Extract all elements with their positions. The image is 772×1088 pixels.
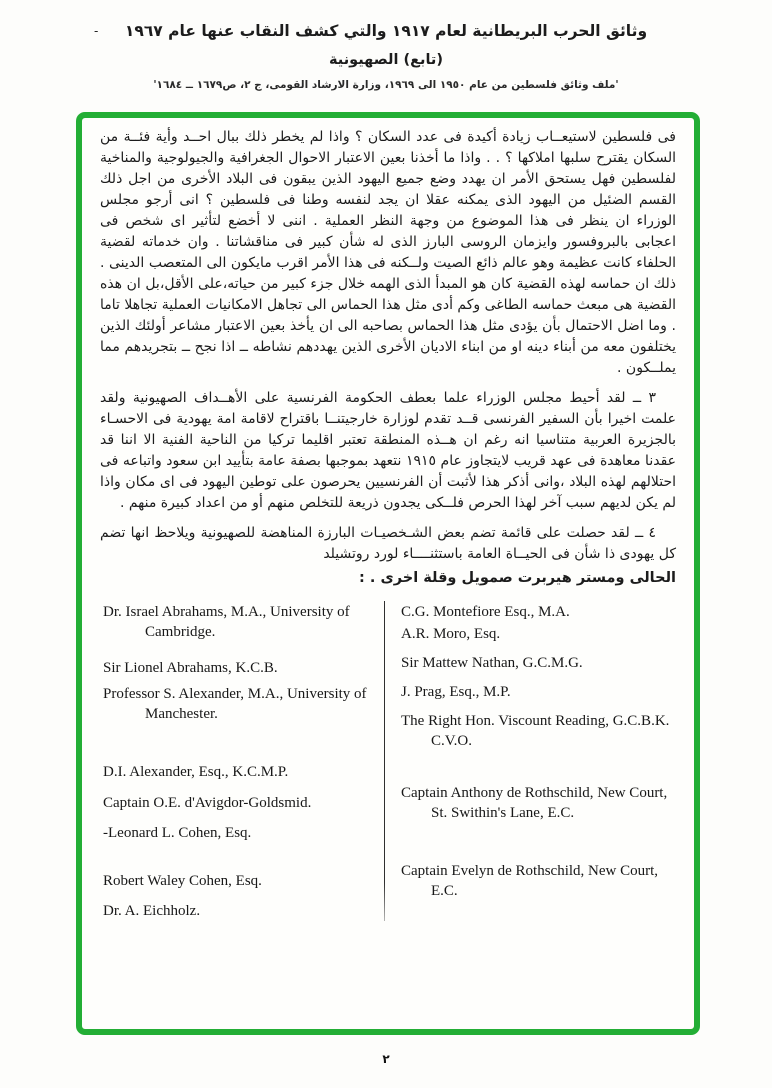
name-entry: Sir Lionel Abrahams, K.C.B.	[103, 660, 278, 676]
name-entry: Dr. A. Eichholz.	[103, 903, 201, 919]
arabic-paragraph: ٣ ــ لقد أحيط مجلس الوزراء علما بعطف الحكومة الفرنسية على الأهــداف الصهيونية ولقد علمت اخيرا بأن السفير الفرنسى قــد تقدم لوزارة خارجيتنــا باقتراح لاقامة امة يهودية فى الاحسـاء بالجزيرة العربية متناسيا انه رغم ان هــذه المنطقة تعتبر اقليما تركيا من الناحية الفنية الا اننا قد عقدنا معاهدة فى عهد قريب لايتجاوز عام ١٩١٥ نتعهد بموجبها بصفة عامة بتأييد ابن سعود واتباعه فى احتلالهم لهذه البلاد ،وانى أذكر هذا لأثبت أن الفرنسيين يحرصون على توطين اليهود فى اى مكان واذا لم يكن لديهم سبب آخر لهذا الحرص فلــكى يجدون ذريعة للتخلص منهم أو من اعداد كبيرة منهم .	[100, 390, 676, 511]
name-entry: D.I. Alexander, Esq., K.C.M.P.	[103, 764, 289, 780]
name-entry: -Leonard L. Cohen, Esq.	[103, 825, 252, 841]
arabic-paragraph: ٤ ــ لقد حصلت على قائمة تضم بعض الشـخصيـات البارزة المناهضة للصهيونية ويلاحظ انها تضم كل يهودى ذا شأن فى الحيــاة العامة باستثنــــاء لورد روتشيلد	[100, 525, 676, 562]
page-number: ٢	[382, 1052, 390, 1066]
name-entry: Robert Waley Cohen, Esq.	[103, 873, 262, 889]
arabic-body-text	[97, 127, 679, 565]
name-list-left-column	[97, 599, 384, 921]
bold-closing-line: الحالى ومستر هيربرت صمويل وقلة اخرى . :	[359, 570, 676, 586]
document-title: وثائق الحرب البريطانية لعام ١٩١٧ والتي كشف النقاب عنها عام ١٩٦٧	[124, 22, 648, 40]
name-list-right-column	[385, 599, 679, 921]
name-entry: Captain Evelyn de Rothschild, New Court, E.C.	[401, 863, 659, 899]
name-entry: Captain Anthony de Rothschild, New Court, St. Swithin's Lane, E.C.	[401, 785, 668, 821]
source-citation: 'ملف وثائق فلسطين من عام ١٩٥٠ الى ١٩٦٩، وزارة الارشاد القومى، ج ٢، ص١٦٧٩ ــ ١٦٨٤'	[153, 79, 619, 91]
name-entry: A.R. Moro, Esq.	[401, 626, 501, 642]
name-entry: J. Prag, Esq., M.P.	[401, 684, 511, 700]
name-entry: Professor S. Alexander, M.A., University of Manchester.	[103, 686, 367, 722]
name-entry: C.G. Montefiore Esq., M.A.	[401, 604, 570, 620]
name-entry: Captain O.E. d'Avigdor-Goldsmid.	[103, 795, 312, 811]
stray-mark: -	[94, 24, 99, 38]
name-entry: The Right Hon. Viscount Reading, G.C.B.K. C.V.O.	[401, 713, 670, 749]
name-list	[97, 599, 679, 921]
green-border-box	[76, 112, 700, 1035]
document-header	[0, 0, 772, 91]
name-entry: Sir Mattew Nathan, G.C.M.G.	[401, 655, 583, 671]
arabic-paragraph: فى فلسطين لاستيعــاب زيادة أكيدة فى عدد السكان ؟ واذا لم يخطر ذلك ببال احــد وأية فئــة من السكان يقترح سلبها املاكها ؟ . . واذا ما أخذنا بعين الاعتبار الاحوال الجغرافية والجيولوجية والمناخية لفلسطين فهل يستحق الأمر ان يهدد وضع جميع اليهود الذين يبقون فى البلاد الأخرى من اجل ذلك القسم الضئيل من اليهود الذى يمكنه عقلا ان يجد لنفسه وطنا فى فلسطين ؟ انى أرجو مجلس الوزراء ان ينظر فى هذا الموضوع من وجهة النظر العملية . اننى لا أخضع لتأثير اى شخص فى اعجابى بالبروفسور وايزمان الروسى البارز الذى له شأن كبير فى مناقشاتنا . وان خدماته لقضية الحلفاء كانت عظيمة وهو عالم ذائع الصيت ولــكنه فى هذا الأمر اقرب مايكون الى المتعصب الدينى . ذلك ان حماسه لهذه القضية كان هو المبدأ الذى الهمه خلال جزء كبير من حياته،على الأقل،بل ان هذه القضية هى مبعث حماسه الطاغى وكم أدى مثل هذا الحماس الى تجاهل الامكانيات العملية تجاهلا تاما . وما اضل الاحتمال بأن يؤدى مثل هذا الحماس بصاحبه الى ان يأخذ بعين الاعتبار مشاعر أولئك الذين يختلفون معه من أبناء دينه او من ابناء الاديان الأخرى الذين يهددهم نشاطه ــ اذا نجح ــ بتجريدهم مما يملــكون .	[100, 129, 676, 376]
name-entry: Dr. Israel Abrahams, M.A., University of Cambridge.	[103, 604, 350, 640]
document-subtitle: (تابع) الصهيونية	[329, 52, 443, 68]
